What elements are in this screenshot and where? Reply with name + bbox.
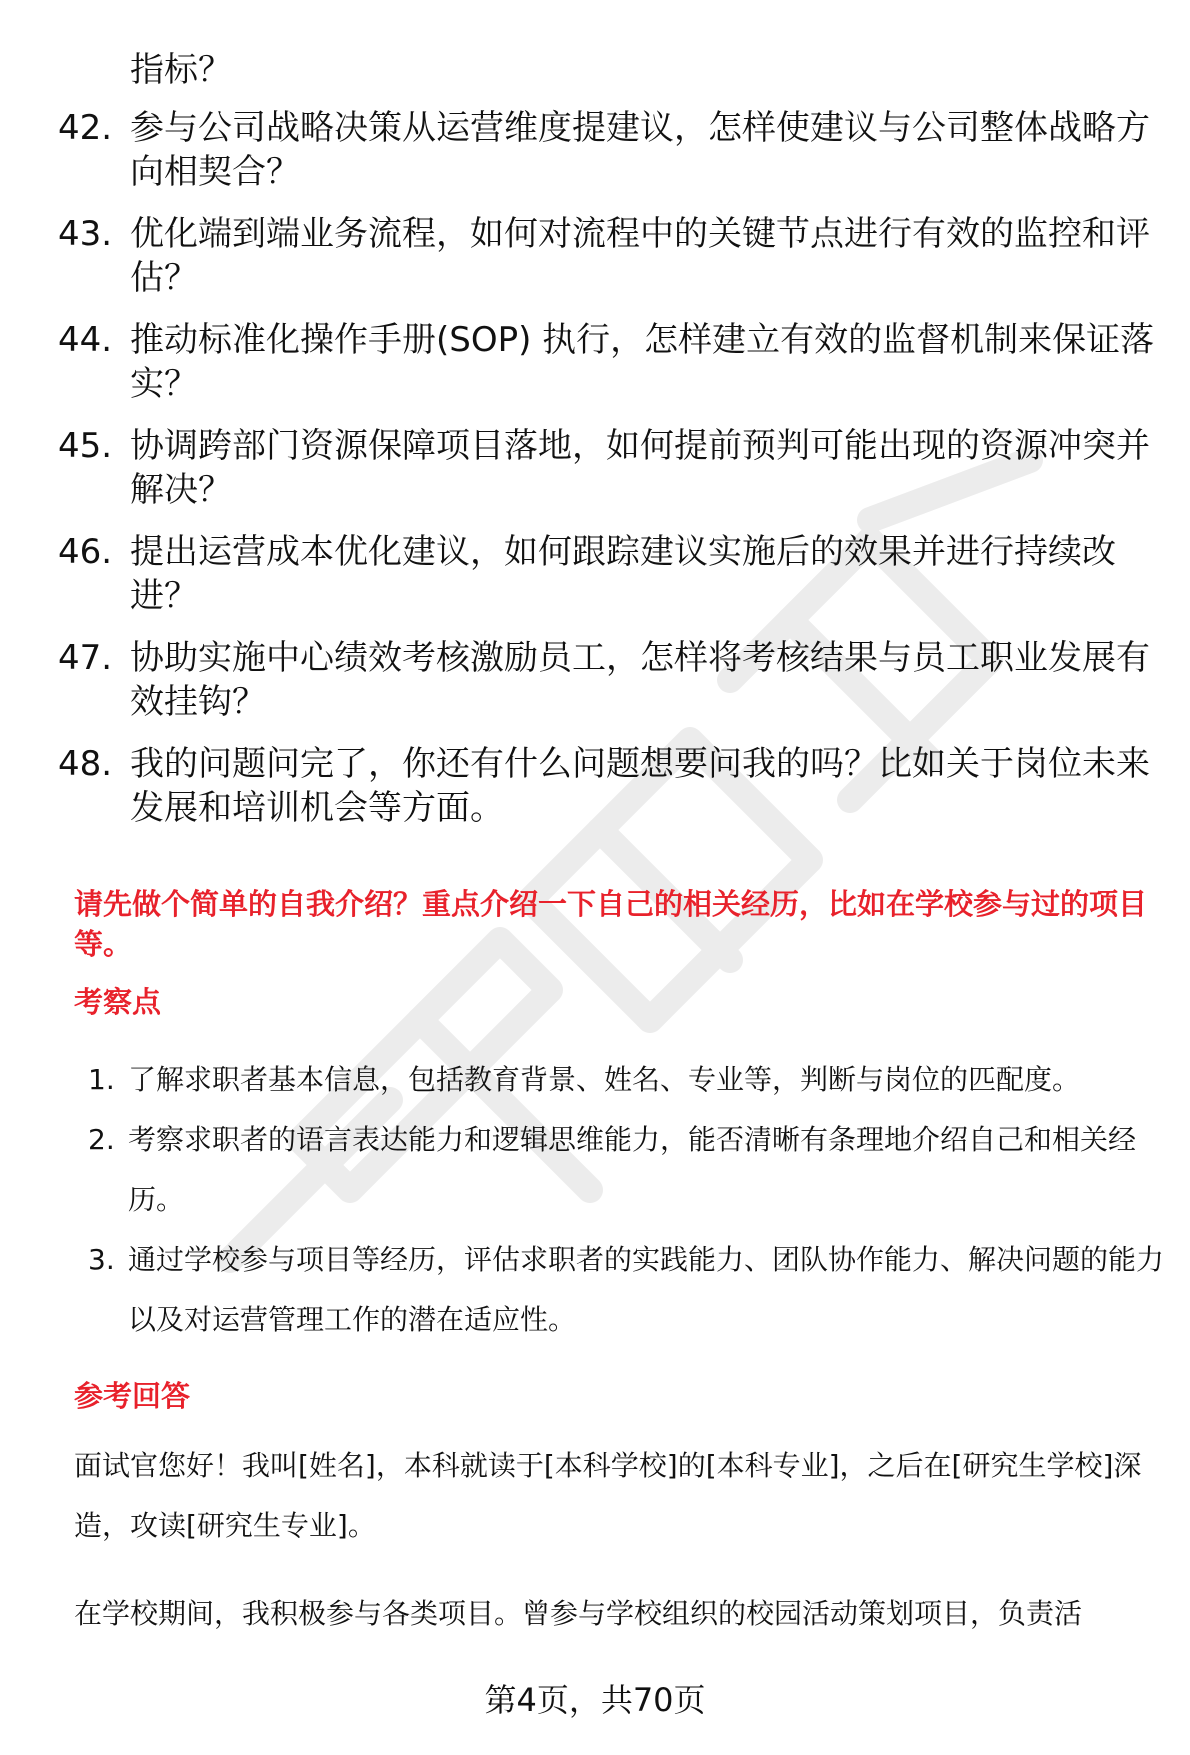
exam-point-text: 了解求职者基本信息，包括教育背景、姓名、专业等，判断与岗位的匹配度。	[128, 1063, 1081, 1096]
highlight-question: 请先做个简单的自我介绍？重点介绍一下自己的相关经历，比如在学校参与过的项目等。	[74, 887, 1148, 961]
exam-point-number: 3.	[88, 1243, 115, 1276]
question-item	[58, 636, 1158, 724]
question-item	[58, 742, 1158, 830]
question-text: 协调跨部门资源保障项目落地，如何提前预判可能出现的资源冲突并解决？	[130, 426, 1150, 510]
question-number: 48.	[58, 744, 113, 784]
page-footer: 第4页，共70页	[484, 1681, 706, 1719]
exam-points-heading: 考察点	[74, 985, 162, 1019]
question-text: 我的问题问完了，你还有什么问题想要问我的吗？比如关于岗位未来发展和培训机会等方面。	[130, 744, 1150, 828]
question-text: 提出运营成本优化建议，如何跟踪建议实施后的效果并进行持续改进？	[130, 532, 1116, 616]
question-text: 协助实施中心绩效考核激励员工，怎样将考核结果与员工职业发展有效挂钩？	[130, 638, 1150, 722]
question-item	[58, 318, 1158, 406]
question-number: 42.	[58, 108, 113, 148]
exam-point-text: 通过学校参与项目等经历，评估求职者的实践能力、团队协作能力、解决问题的能力以及对运营管理工作的潜在适应性。	[128, 1243, 1165, 1336]
exam-point-item	[88, 1050, 1168, 1110]
question-item	[58, 424, 1158, 512]
question-item	[58, 530, 1158, 618]
exam-points-list	[88, 1050, 1168, 1350]
exam-point-item	[88, 1230, 1168, 1350]
question-list	[58, 48, 1158, 848]
question-number: 46.	[58, 532, 113, 572]
exam-point-number: 2.	[88, 1123, 115, 1156]
question-text: 优化端到端业务流程，如何对流程中的关键节点进行有效的监控和评估？	[130, 214, 1150, 298]
question-continuation: 指标？	[130, 50, 232, 90]
question-item	[58, 212, 1158, 300]
answer-paragraph: 面试官您好！我叫[姓名]，本科就读于[本科学校]的[本科专业]，之后在[研究生学校]深造，攻读[研究生专业]。	[74, 1449, 1142, 1542]
question-text: 参与公司战略决策从运营维度提建议，怎样使建议与公司整体战略方向相契合？	[130, 108, 1150, 192]
exam-point-text: 考察求职者的语言表达能力和逻辑思维能力，能否清晰有条理地介绍自己和相关经历。	[128, 1123, 1137, 1216]
question-item	[58, 106, 1158, 194]
question-number: 47.	[58, 638, 113, 678]
exam-point-number: 1.	[88, 1063, 115, 1096]
answer-paragraph: 在学校期间，我积极参与各类项目。曾参与学校组织的校园活动策划项目，负责活	[74, 1597, 1083, 1630]
exam-point-item	[88, 1110, 1168, 1230]
question-number: 44.	[58, 320, 113, 360]
question-number: 43.	[58, 214, 113, 254]
question-number: 45.	[58, 426, 113, 466]
reference-answer-heading: 参考回答	[74, 1379, 191, 1413]
question-text: 推动标准化操作手册(SOP) 执行，怎样建立有效的监督机制来保证落实？	[130, 320, 1155, 404]
